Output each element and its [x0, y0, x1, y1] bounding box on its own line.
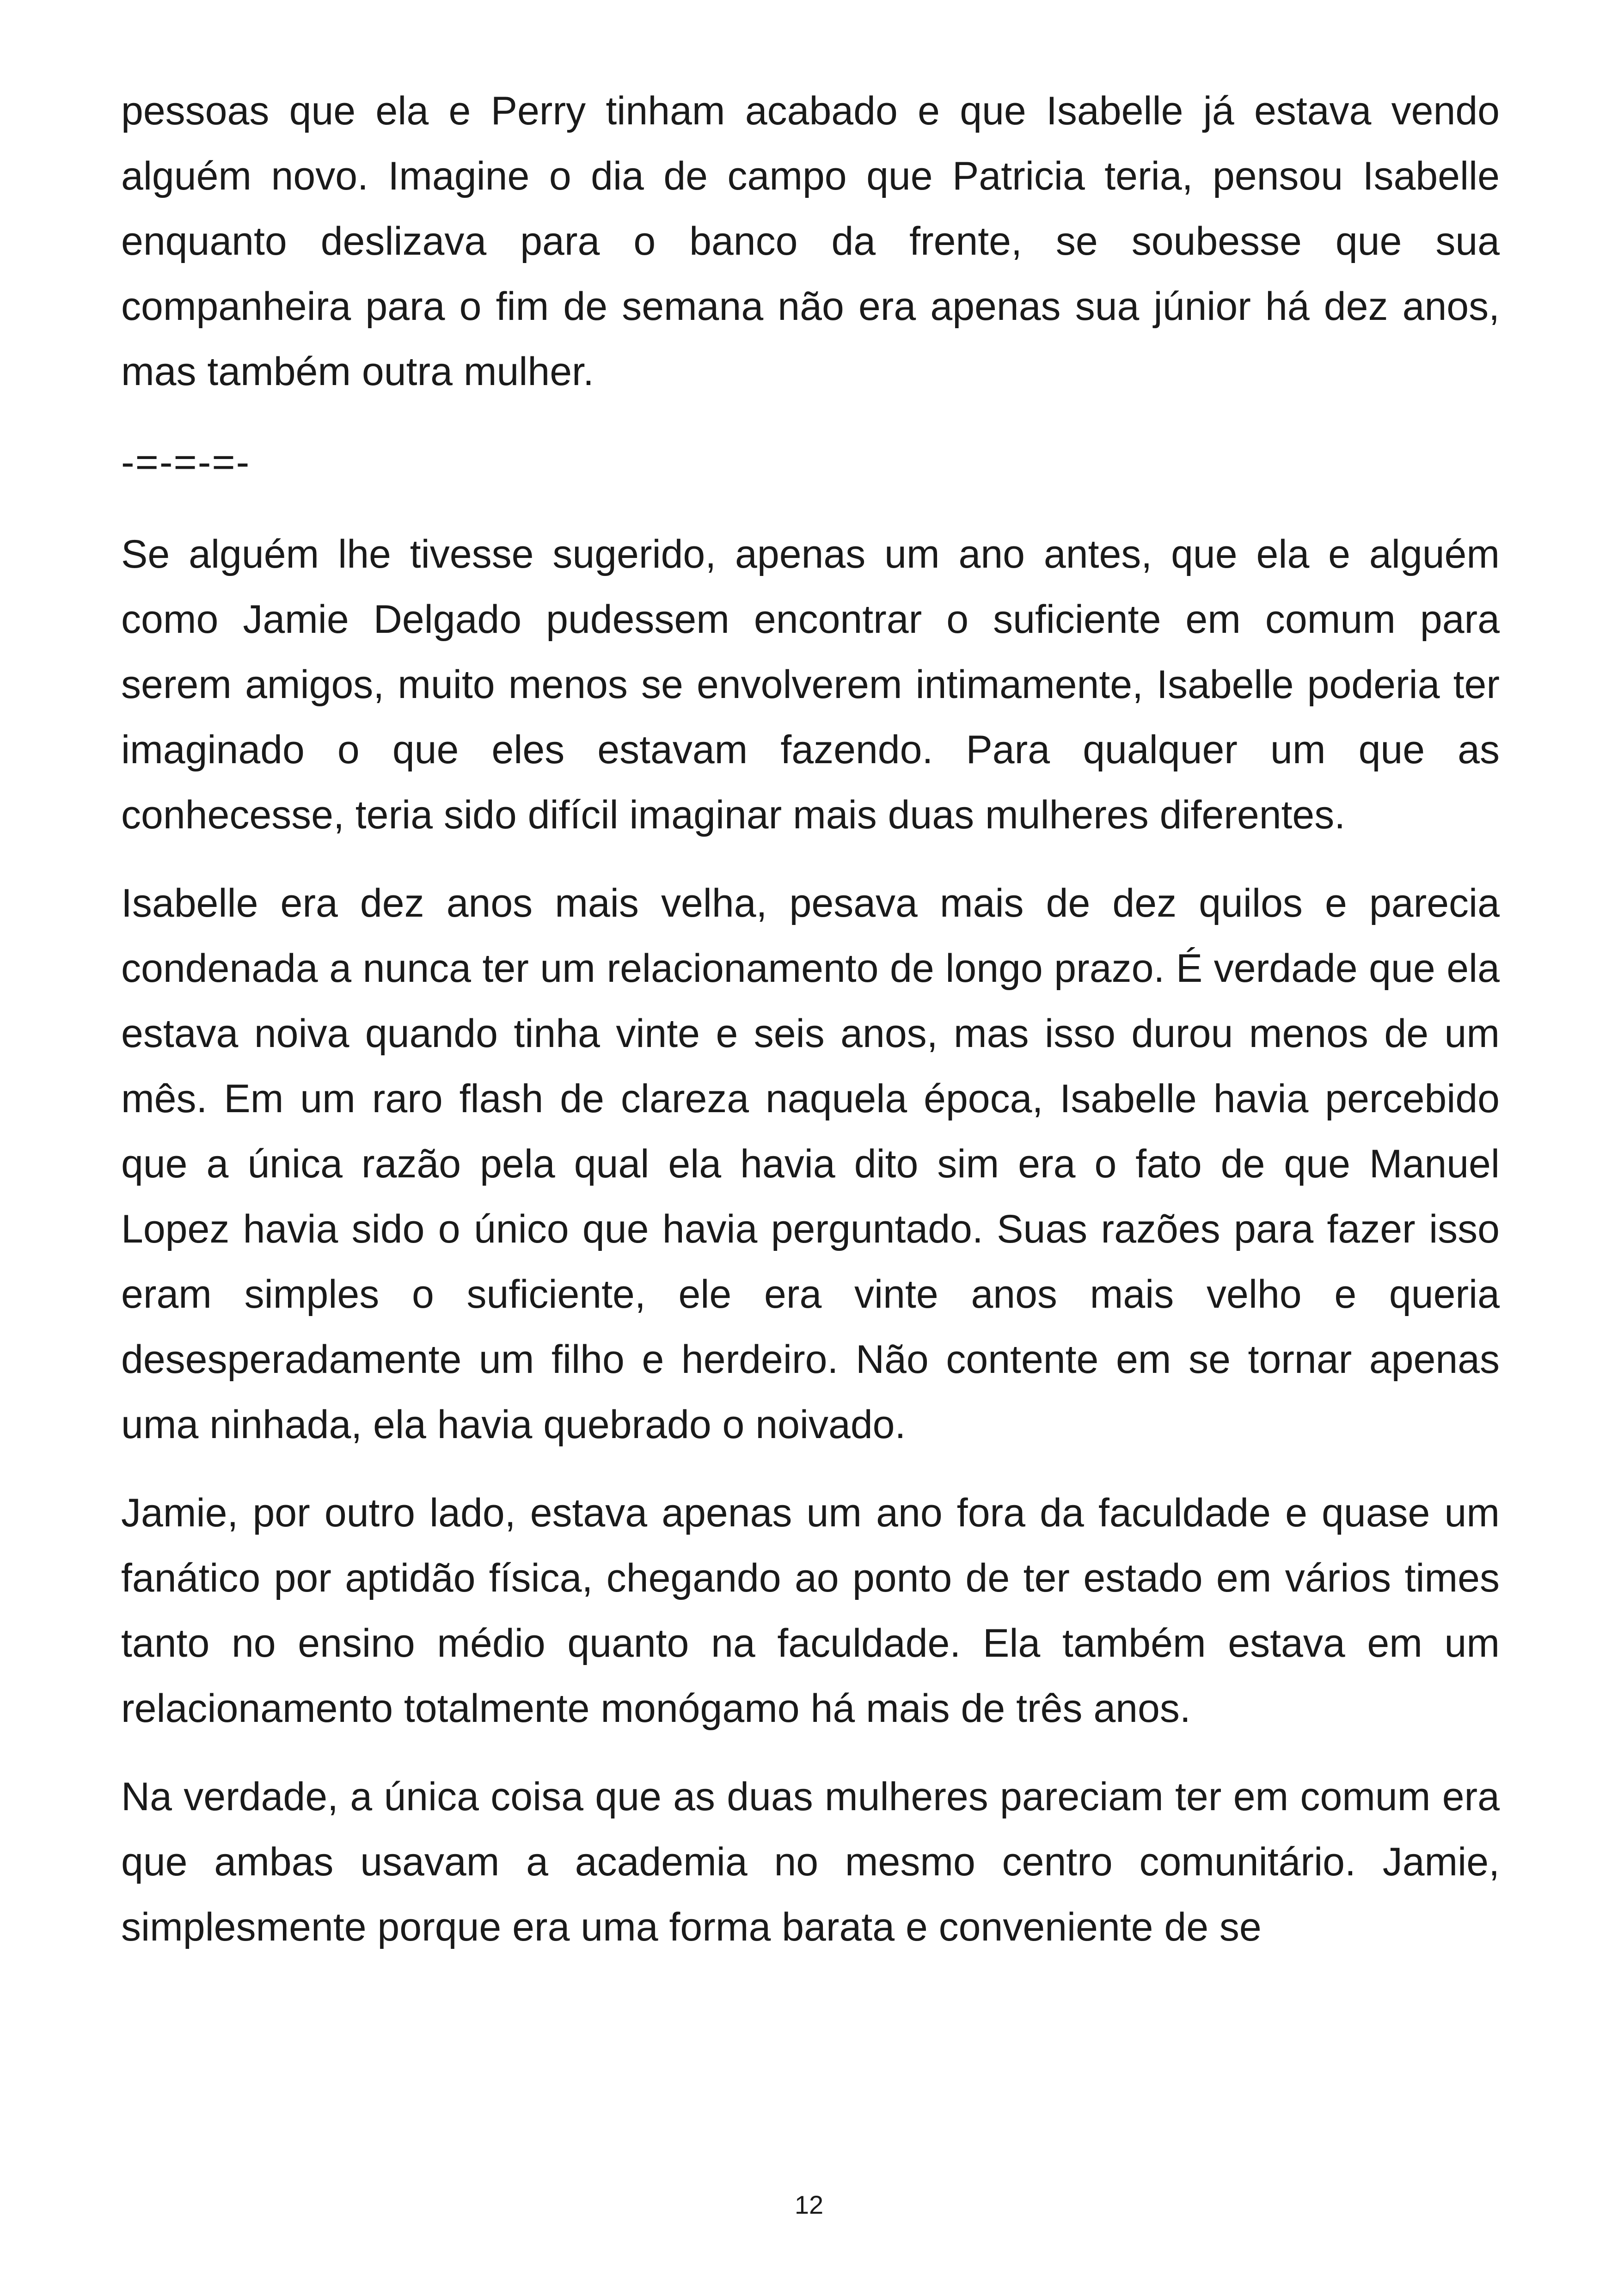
paragraph-5: Na verdade, a única coisa que as duas mulheres pareciam ter em comum era que ambas usavam a academia no mesmo centro comunitário. Jamie, simplesmente porque era uma forma barata e conveniente de se: [121, 1775, 1500, 1949]
section-separator: -=-=-=-: [121, 440, 251, 484]
paragraph-2: Se alguém lhe tivesse sugerido, apenas um ano antes, que ela e alguém como Jamie Delgado pudessem encontrar o suficiente em comum para serem amigos, muito menos se envolverem intimamente, Isabelle poderia ter imaginado o que eles estavam fazendo. Para qualquer um que as conhecesse, teria sido difícil imaginar mais duas mulheres diferentes.: [121, 532, 1500, 837]
page-number: 12: [794, 2190, 824, 2219]
page-body: [121, 79, 1500, 1983]
paragraph-4: Jamie, por outro lado, estava apenas um ano fora da faculdade e quase um fanático por aptidão física, chegando ao ponto de ter estado em vários times tanto no ensino médio quanto na faculdade. Ela também estava em um relacionamento totalmente monógamo há mais de três anos.: [121, 1491, 1500, 1731]
paragraph-1: pessoas que ela e Perry tinham acabado e que Isabelle já estava vendo alguém novo. Imagine o dia de campo que Patricia teria, pensou Isabelle enquanto deslizava para o banco da frente, se soubesse que sua companheira para o fim de semana não era apenas sua júnior há dez anos, mas também outra mulher.: [121, 89, 1500, 394]
paragraph-3: Isabelle era dez anos mais velha, pesava mais de dez quilos e parecia condenada a nunca ter um relacionamento de longo prazo. É verdade que ela estava noiva quando tinha vinte e seis anos, mas isso durou menos de um mês. Em um raro flash de clareza naquela época, Isabelle havia percebido que a única razão pela qual ela havia dito sim era o fato de que Manuel Lopez havia sido o único que havia perguntado. Suas razões para fazer isso eram simples o suficiente, ele era vinte anos mais velho e queria desesperadamente um filho e herdeiro. Não contente em se tornar apenas uma ninhada, ela havia quebrado o noivado.: [121, 881, 1500, 1447]
